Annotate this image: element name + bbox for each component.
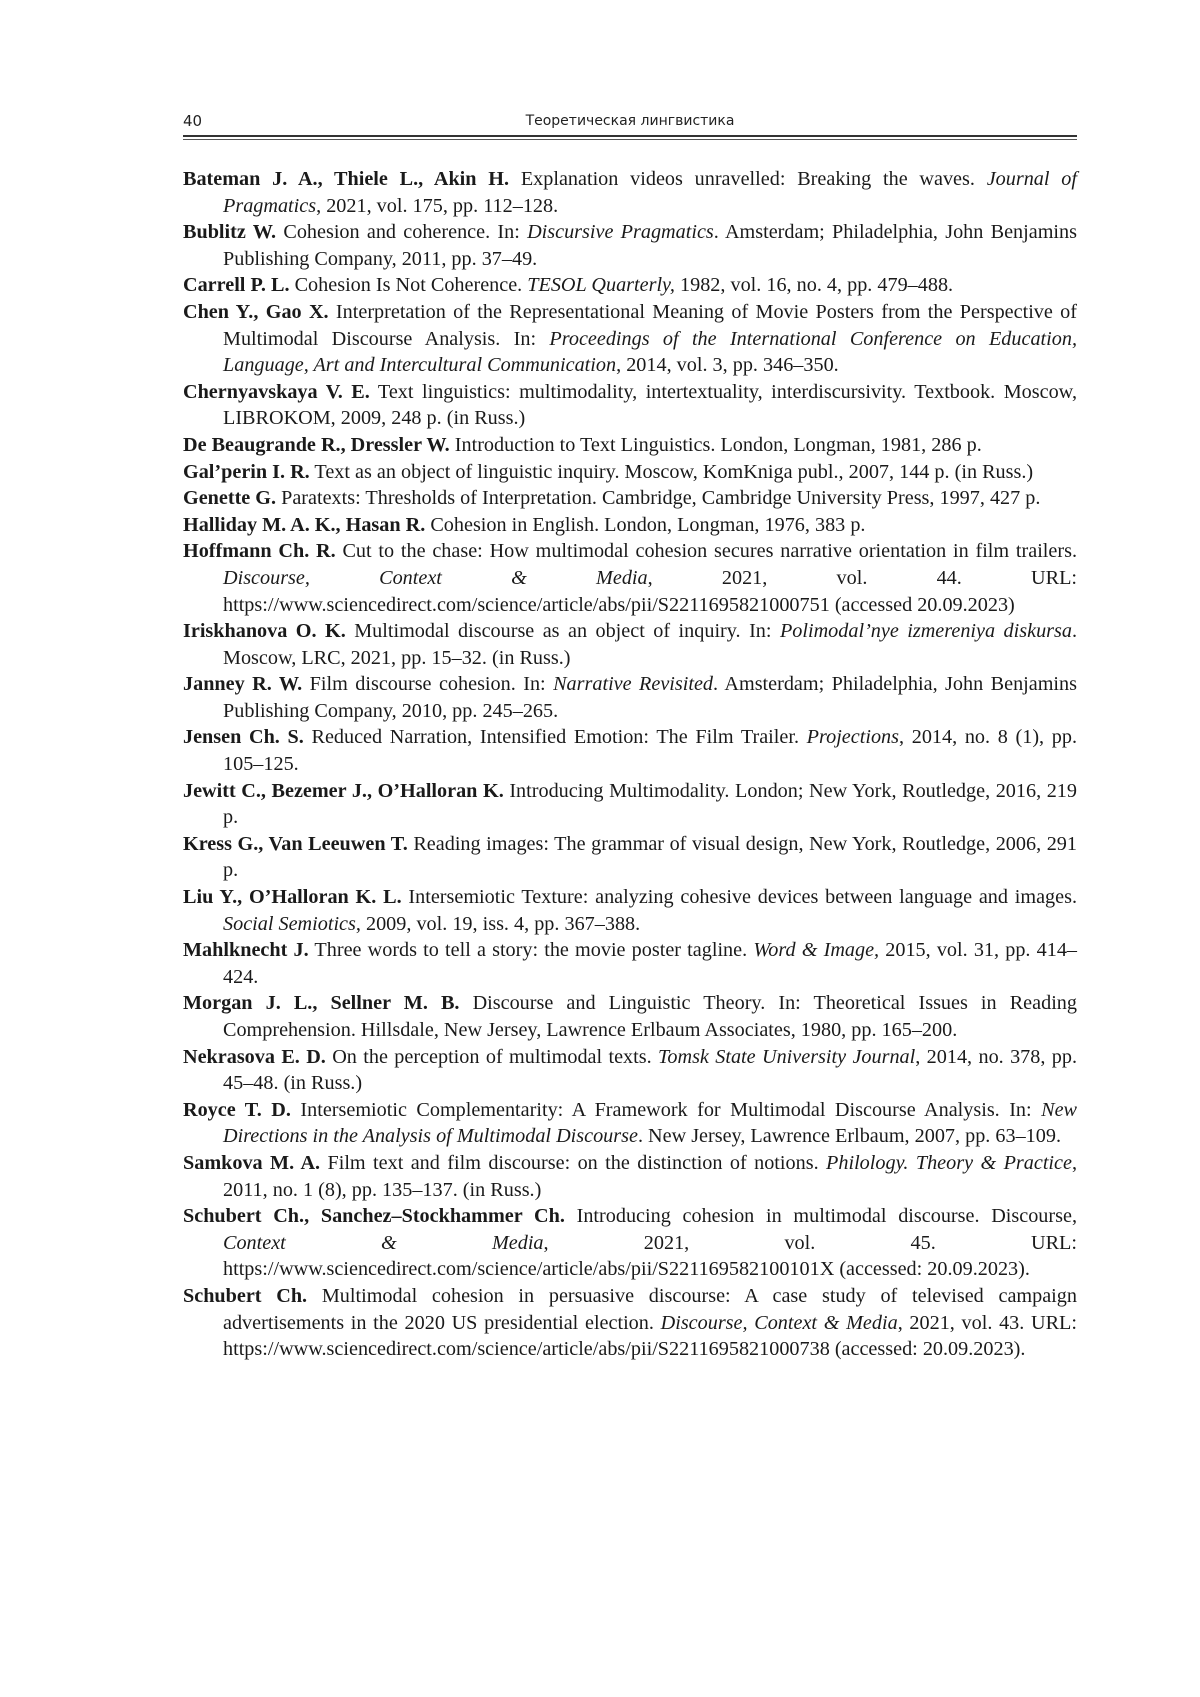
reference-text: Introducing Multimodality. London; New York, Routledge, 2016, 219 p. xyxy=(223,780,1077,829)
reference-entry xyxy=(183,538,1077,618)
reference-source: Philology. Theory & Practice xyxy=(826,1152,1072,1174)
reference-authors: Hoffmann Ch. R. xyxy=(183,540,336,562)
reference-entry xyxy=(183,272,1077,299)
reference-entry xyxy=(183,884,1077,937)
reference-text: Three words to tell a story: the movie poster tagline. xyxy=(309,939,754,961)
reference-authors: Jensen Ch. S. xyxy=(183,726,304,748)
reference-text: 2015, vol. 31, pp. 414–424. xyxy=(223,939,1077,988)
reference-text: . Amsterdam; Philadelphia, John Benjamins Publishing Company, 2011, pp. 37–49. xyxy=(223,221,1077,270)
reference-entry xyxy=(183,1097,1077,1150)
reference-entry xyxy=(183,671,1077,724)
reference-text: Film discourse cohesion. In: xyxy=(302,673,553,695)
reference-authors: Chernyavskaya V. E. xyxy=(183,381,370,403)
reference-authors: Samkova M. A. xyxy=(183,1152,320,1174)
reference-authors: Halliday M. A. K., Hasan R. xyxy=(183,514,425,536)
reference-authors: Iriskhanova O. K. xyxy=(183,620,346,642)
reference-text: Explanation videos unravelled: Breaking the waves. xyxy=(509,168,987,190)
reference-text: Text linguistics: multimodality, intertextuality, interdiscursivity. Textbook. Moscow, LIBROKOM, 2009, 248 p. (in Russ.) xyxy=(223,381,1077,430)
reference-text: , 2014, no. 8 (1), pp. 105–125. xyxy=(223,726,1077,775)
reference-authors: Schubert Ch. xyxy=(183,1285,307,1307)
reference-text: . Moscow, LRC, 2021, pp. 15–32. (in Russ.) xyxy=(223,620,1077,669)
reference-entry xyxy=(183,990,1077,1043)
reference-text: , 2021, vol. 45. URL: https://www.sciencedirect.com/science/article/abs/pii/S221169582100101X (accessed: 20.09.2023). xyxy=(223,1232,1077,1281)
reference-authors: Janney R. W. xyxy=(183,673,302,695)
header-rule-thick xyxy=(183,135,1077,137)
reference-authors: Nekrasova E. D. xyxy=(183,1046,326,1068)
reference-text: Film text and film discourse: on the distinction of notions. xyxy=(320,1152,826,1174)
reference-source: Proceedings of the International Conference on Education, Language, Art and Intercultural Communication xyxy=(223,328,1077,377)
reference-text: , 2009, vol. 19, iss. 4, pp. 367–388. xyxy=(356,913,640,935)
reference-authors: Schubert Ch., Sanchez–Stockhammer Ch. xyxy=(183,1205,565,1227)
reference-text: Cohesion in English. London, Longman, 1976, 383 p. xyxy=(425,514,865,536)
reference-text: , 2014, no. 378, pp. 45–48. (in Russ.) xyxy=(223,1046,1077,1095)
reference-entry xyxy=(183,724,1077,777)
reference-authors: Mahlknecht J. xyxy=(183,939,309,961)
reference-text: Interpretation of the Representational Meaning of Movie Posters from the Perspective of Multimodal Discourse Analysis. In: xyxy=(223,301,1077,350)
reference-source: Discourse, Context & Media xyxy=(661,1312,898,1334)
reference-text: , 2014, vol. 3, pp. 346–350. xyxy=(616,354,839,376)
reference-authors: De Beaugrande R., Dressler W. xyxy=(183,434,450,456)
reference-entry xyxy=(183,1044,1077,1097)
reference-source: Discursive Pragmatics xyxy=(527,221,714,243)
reference-source: Word & Image, xyxy=(753,939,879,961)
reference-text: , 2011, no. 1 (8), pp. 135–137. (in Russ.) xyxy=(223,1152,1077,1201)
reference-text: Multimodal discourse as an object of inquiry. In: xyxy=(346,620,780,642)
reference-source: TESOL Quarterly, xyxy=(527,274,675,296)
header-rule-thin xyxy=(183,139,1077,140)
reference-text: Intersemiotic Complementarity: A Framework for Multimodal Discourse Analysis. In: xyxy=(291,1099,1041,1121)
reference-entry xyxy=(183,459,1077,486)
reference-text: Discourse and Linguistic Theory. In: Theoretical Issues in Reading Comprehension. Hillsdale, New Jersey, Lawrence Erlbaum Associates, 1980, pp. 165–200. xyxy=(223,992,1077,1041)
reference-text: Reading images: The grammar of visual design, New York, Routledge, 2006, 291 p. xyxy=(223,833,1077,882)
reference-text: Cohesion Is Not Coherence. xyxy=(290,274,528,296)
reference-source: Tomsk State University Journal xyxy=(658,1046,915,1068)
reference-list xyxy=(183,166,1077,1363)
reference-entry xyxy=(183,831,1077,884)
reference-source: Polimodal’nye izmereniya diskursa xyxy=(780,620,1072,642)
reference-authors: Kress G., Van Leeuwen T. xyxy=(183,833,408,855)
reference-authors: Chen Y., Gao X. xyxy=(183,301,329,323)
reference-authors: Bateman J. A., Thiele L., Akin H. xyxy=(183,168,509,190)
reference-source: Narrative Revisited xyxy=(553,673,713,695)
reference-text: . New Jersey, Lawrence Erlbaum, 2007, pp. 63–109. xyxy=(638,1125,1061,1147)
reference-text: , 2021, vol. 44. URL: https://www.sciencedirect.com/science/article/abs/pii/S2211695821000751 (accessed 20.09.2023) xyxy=(223,567,1077,616)
reference-entry xyxy=(183,1150,1077,1203)
reference-entry xyxy=(183,618,1077,671)
reference-entry xyxy=(183,432,1077,459)
reference-text: Reduced Narration, Intensified Emotion: The Film Trailer. xyxy=(304,726,807,748)
reference-authors: Liu Y., O’Halloran K. L. xyxy=(183,886,402,908)
reference-source: Journal of Pragmatics xyxy=(223,168,1077,217)
reference-text: 1982, vol. 16, no. 4, pp. 479–488. xyxy=(675,274,953,296)
reference-authors: Bublitz W. xyxy=(183,221,276,243)
reference-source: New Directions in the Analysis of Multimodal Discourse xyxy=(223,1099,1077,1148)
reference-source: Discourse, Context & Media xyxy=(223,567,648,589)
reference-entry xyxy=(183,485,1077,512)
reference-source: Projections xyxy=(807,726,899,748)
reference-source: Context & Media xyxy=(223,1232,544,1254)
reference-authors: Jewitt C., Bezemer J., O’Halloran K. xyxy=(183,780,504,802)
reference-entry xyxy=(183,299,1077,379)
reference-authors: Gal’perin I. R. xyxy=(183,461,310,483)
reference-text: Text as an object of linguistic inquiry. Moscow, KomKniga publ., 2007, 144 p. (in Russ.) xyxy=(310,461,1033,483)
reference-text: . Amsterdam; Philadelphia, John Benjamins Publishing Company, 2010, pp. 245–265. xyxy=(223,673,1077,722)
reference-authors: Carrell P. L. xyxy=(183,274,290,296)
reference-authors: Morgan J. L., Sellner M. B. xyxy=(183,992,459,1014)
reference-source: Social Semiotics xyxy=(223,913,356,935)
reference-text: Paratexts: Thresholds of Interpretation. Cambridge, Cambridge University Press, 1997, 427 p. xyxy=(276,487,1040,509)
reference-authors: Royce T. D. xyxy=(183,1099,291,1121)
reference-text: Intersemiotic Texture: analyzing cohesive devices between language and images. xyxy=(402,886,1077,908)
reference-entry xyxy=(183,166,1077,219)
page-header xyxy=(183,112,1077,136)
reference-entry xyxy=(183,1283,1077,1363)
reference-text: Introduction to Text Linguistics. London, Longman, 1981, 286 p. xyxy=(450,434,982,456)
reference-text: Cut to the chase: How multimodal cohesion secures narrative orientation in film trailers. xyxy=(336,540,1077,562)
reference-entry xyxy=(183,512,1077,539)
page-number: 40 xyxy=(183,112,202,130)
reference-text: On the perception of multimodal texts. xyxy=(326,1046,658,1068)
reference-authors: Genette G. xyxy=(183,487,276,509)
reference-entry xyxy=(183,778,1077,831)
reference-entry xyxy=(183,219,1077,272)
reference-text: Introducing cohesion in multimodal discourse. Discourse, xyxy=(565,1205,1077,1227)
reference-text: , 2021, vol. 175, pp. 112–128. xyxy=(316,195,558,217)
running-title: Теоретическая лингвистика xyxy=(183,113,1077,129)
reference-text: Multimodal cohesion in persuasive discourse: A case study of televised campaign advertisements in the 2020 US presidential election. xyxy=(223,1285,1077,1334)
reference-text: Cohesion and coherence. In: xyxy=(276,221,527,243)
reference-text: , 2021, vol. 43. URL: https://www.sciencedirect.com/science/article/abs/pii/S2211695821000738 (accessed: 20.09.2023). xyxy=(223,1312,1077,1361)
reference-entry xyxy=(183,379,1077,432)
reference-entry xyxy=(183,937,1077,990)
reference-entry xyxy=(183,1203,1077,1283)
